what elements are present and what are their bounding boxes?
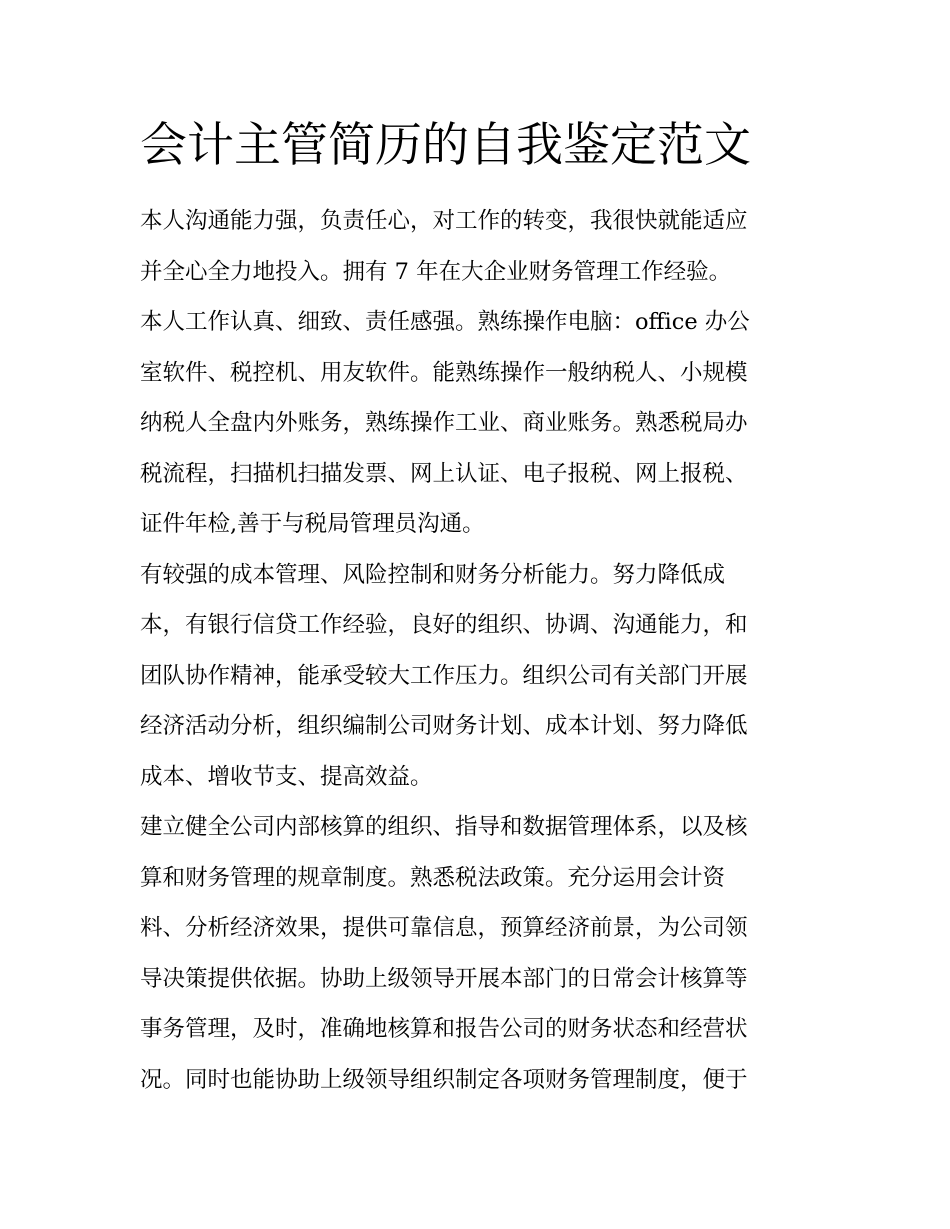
text-line: 证件年检,善于与税局管理员沟通。 [140,511,485,537]
text-line: 况。同时也能协助上级领导组织制定各项财务管理制度，便于 [140,1066,748,1093]
text-line: 事务管理，及时，准确地核算和报告公司的财务状态和经营状 [140,1016,748,1042]
text-line: 导决策提供依据。协助上级领导开展本部门的日常会计核算等 [140,965,748,992]
text-line: 有较强的成本管理、风险控制和财务分析能力。努力降低成 [140,561,726,588]
document-body [140,196,815,1105]
text-line: 建立健全公司内部核算的组织、指导和数据管理体系，以及核 [140,814,748,840]
text-line: 团队协作精神，能承受较大工作压力。组织公司有关部门开展 [140,662,748,689]
text-line: 算和财务管理的规章制度。熟悉税法政策。充分运用会计资 [140,864,726,891]
text-line: 税流程，扫描机扫描发票、网上认证、电子报税、网上报税、 [140,460,748,487]
text-line: 成本、增收节支、提高效益。 [140,763,433,790]
text-line: 室软件、税控机、用友软件。能熟练操作一般纳税人、小规模 [140,359,748,386]
text-line: 本人工作认真、细致、责任感强。熟练操作电脑：office 办公 [140,309,750,335]
text-line: 料、分析经济效果，提供可靠信息，预算经济前景，为公司领 [140,915,748,941]
text-line: 本，有银行信贷工作经验，良好的组织、协调、沟通能力，和 [140,612,748,638]
text-line: 本人沟通能力强，负责任心，对工作的转变，我很快就能适应 [140,208,748,234]
text-line: 并全心全力地投入。拥有 7 年在大企业财务管理工作经验。 [140,258,732,285]
text-line: 经济活动分析，组织编制公司财务计划、成本计划、努力降低 [140,713,748,739]
document-title: 会计主管简历的自我鉴定范文 [140,118,751,173]
text-line: 纳税人全盘内外账务，熟练操作工业、商业账务。熟悉税局办 [140,410,748,436]
